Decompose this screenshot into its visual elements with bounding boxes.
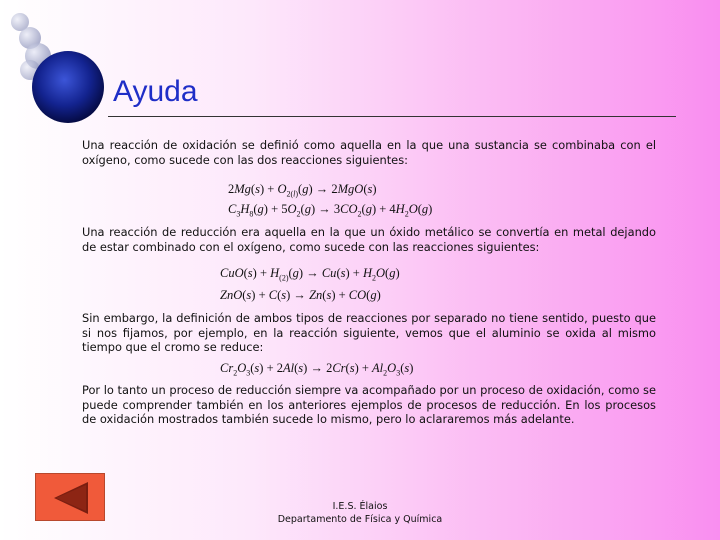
back-arrow-icon — [36, 474, 106, 522]
equation-zno-reduction: ZnO(s) + C(s) → Zn(s) + CO(g) — [220, 288, 381, 302]
equation-thermite: $Cr_2O_3(s) + 2Al(s) \to 2Cr(s) + Al_2O_3(s)$ — [220, 361, 414, 378]
paragraph-redox-example: Sin embargo, la definición de ambos tipos de reacciones por separado no tiene sentido, puesto que si nos fijamos, por ejemplo, en la reacción siguiente, vemos que el aluminio se oxida al mismo tiempo que el cromo se reduce: — [82, 311, 656, 355]
sphere-decoration — [0, 0, 120, 130]
paragraph-conclusion: Por lo tanto un proceso de reducción siempre va acompañado por un proceso de oxidación, como se puede comprender también en los anteriores ejemplos de procesos de reducción. En los procesos de oxidación mostrados también sucede lo mismo, pero lo aclararemos más adelante. — [82, 383, 656, 427]
paragraph-reduction: Una reacción de reducción era aquella en la que un óxido metálico se convertía en metal dejando de estar combinado con el oxígeno, como sucede con las reacciones siguientes: — [82, 225, 656, 254]
equation-mg-oxidation: $2Mg(s) + O_{2(l)}(g) \to 2MgO(s)$ — [228, 182, 377, 199]
footer-department: Departamento de Física y Química — [277, 514, 443, 525]
slide-title: Ayuda — [113, 75, 198, 108]
title-divider — [108, 116, 676, 117]
back-button[interactable] — [35, 473, 105, 521]
equation-cuo-reduction: $CuO(s) + H_{(2)}(g) \to Cu(s) + H_2O(g)$ — [220, 266, 400, 283]
paragraph-oxidation: Una reacción de oxidación se definió como aquella en la que una sustancia se combinaba con el oxígeno, como sucede con las dos reacciones siguientes: — [82, 138, 656, 167]
footer — [240, 500, 480, 526]
footer-school: I.E.S. Élaios — [332, 501, 388, 512]
equation-propane-combustion: $C_3H_8(g) + 5O_2(g) \to 3CO_2(g) + 4H_2O(g)$ — [228, 202, 433, 219]
